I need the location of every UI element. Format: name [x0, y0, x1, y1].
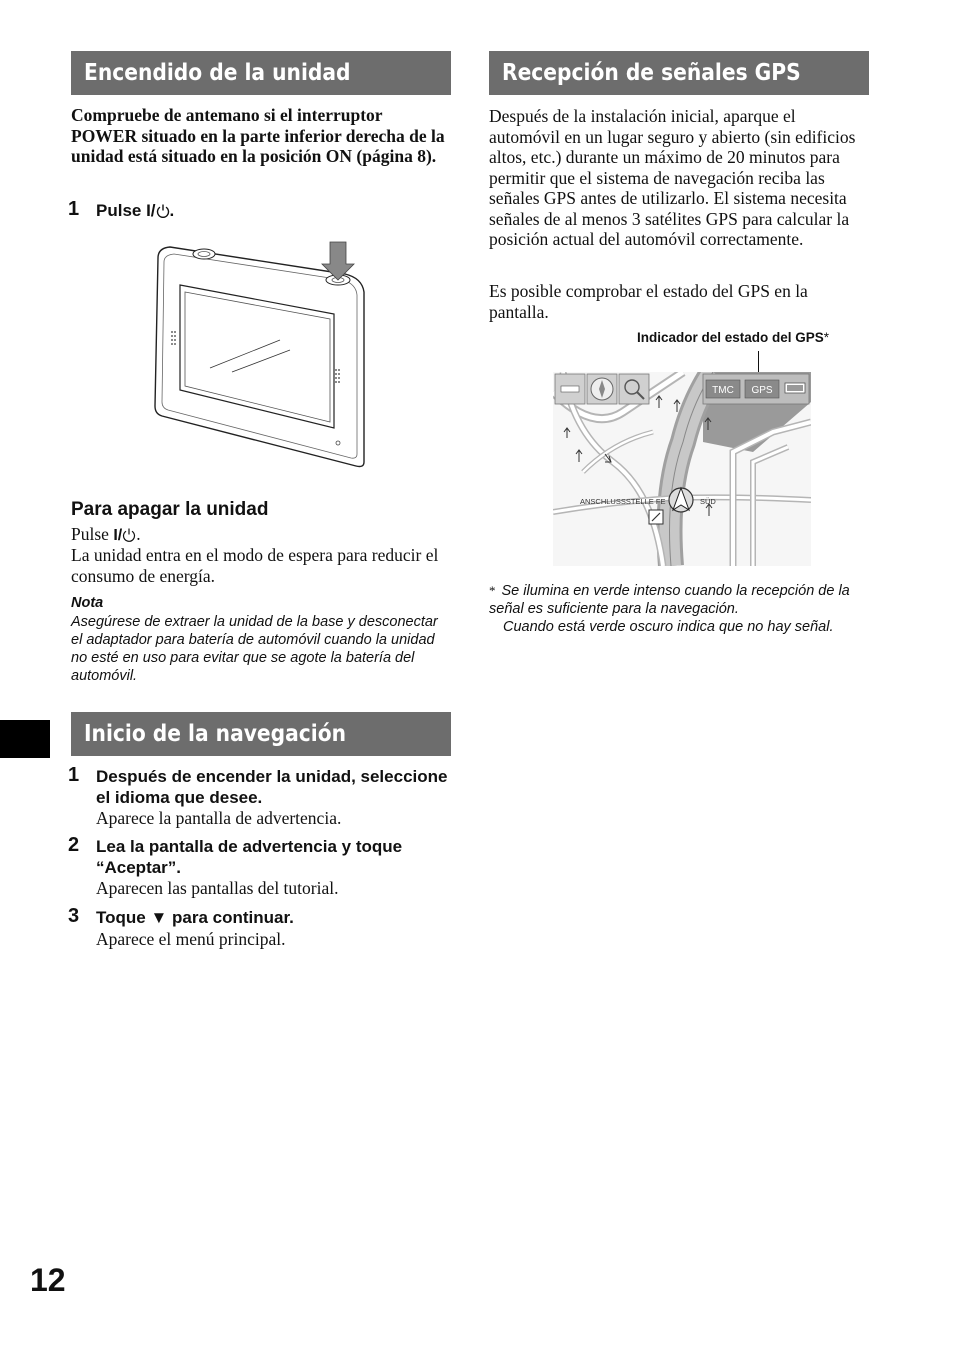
off-instruction: Pulse I/ . [71, 524, 141, 544]
gps-button-label: GPS [751, 385, 773, 396]
section-header-encendido: Encendido de la unidad [71, 51, 451, 95]
tmc-button-label: TMC [712, 385, 734, 396]
page-number: 12 [30, 1262, 66, 1298]
gps-footnote: * Se ilumina en verde intenso cuando la recepción de la señal es suficiente para la navegación. [489, 583, 850, 617]
gps-callout-label: Indicador del estado del GPS* [637, 330, 830, 345]
step-number: 2 [68, 834, 80, 856]
step-description: Aparecen las pantallas del tutorial. [96, 878, 339, 898]
step-number: 1 [68, 198, 80, 220]
subheading-apagar: Para apagar la unidad [71, 499, 269, 520]
chapter-side-tab [0, 720, 50, 758]
power-icon [156, 203, 170, 217]
step-title: Pulse I/ . [96, 201, 175, 220]
device-illustration [150, 240, 370, 472]
power-icon [122, 526, 136, 540]
gps-paragraph-1: Después de la instalación inicial, aparque el automóvil en un lugar seguro y abierto (sin edificios altos, etc.) durante un máximo de 20 minutos para permitir que el sistema de navegación reciba las señales GPS antes de utilizarlo. El sistema necesita señales de al menos 3 satélites GPS para calcular la posición actual del automóvil correctamente. [489, 106, 856, 249]
intro-paragraph: Compruebe de antemano si el interruptor POWER situado en la parte inferior derecha de la unidad está situado en la posición ON (página 8). [71, 105, 445, 166]
note-text: Asegúrese de extraer la unidad de la base y desconectar el adaptador para batería de automóvil cuando la unidad no esté en uso para evitar que se agote la batería del automóvil. [71, 614, 438, 684]
section-header-navegacion: Inicio de la navegación [71, 712, 451, 756]
step-title: Toque ▼ para continuar. [96, 908, 294, 927]
step-title: Lea la pantalla de advertencia y toque “Aceptar”. [96, 837, 403, 877]
off-description: La unidad entra en el modo de espera para reducir el consumo de energía. [71, 545, 439, 586]
step-number: 1 [68, 764, 80, 786]
step-title: Después de encender la unidad, seleccione el idioma que desee. [96, 767, 448, 807]
step-number: 3 [68, 905, 80, 927]
gps-map-screenshot [553, 372, 811, 566]
gps-footnote-line2: Cuando está verde oscuro indica que no hay señal. [503, 619, 834, 635]
street-label: SÜD [700, 497, 716, 506]
note-label: Nota [71, 595, 104, 611]
step-description: Aparece la pantalla de advertencia. [96, 808, 342, 828]
section-header-gps: Recepción de señales GPS [489, 51, 869, 95]
gps-paragraph-2: Es posible comprobar el estado del GPS en la pantalla. [489, 281, 808, 322]
street-label: ANSCHLUSSSTELLE FE [580, 497, 666, 506]
step-description: Aparece el menú principal. [96, 929, 286, 949]
